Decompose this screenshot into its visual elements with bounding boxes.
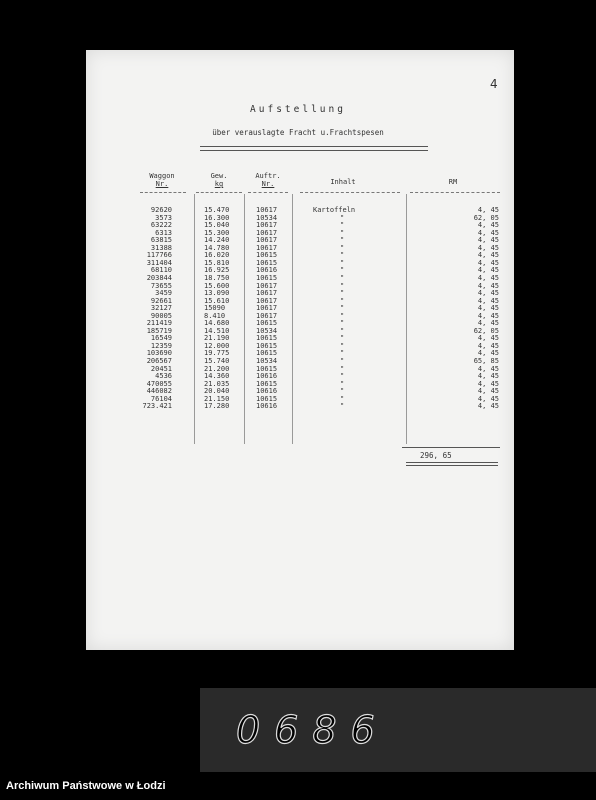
amount-rm: 4, 45 [477,289,499,298]
order-number: 10534 [256,357,278,365]
order-number: 10616 [256,266,278,275]
order-number: 10617 [256,281,278,290]
contents: " [340,243,345,252]
waggon-number: 3459 [155,289,172,298]
weight-kg: 15.040 [204,221,230,230]
table-row [0,305,596,312]
amount-rm: 4, 45 [477,394,499,403]
order-number: 10616 [256,402,278,411]
header-inhalt: Inhalt [330,178,356,186]
weight-kg: 14.680 [204,319,230,328]
amount-rm: 4, 45 [477,341,499,350]
total-double-underline [406,462,498,466]
contents: " [340,281,345,290]
contents: " [340,341,345,350]
table-row [0,343,596,350]
weight-kg: 8.410 [204,311,226,320]
order-number: 10615 [256,273,278,282]
table-row [0,275,596,282]
contents: " [340,394,345,403]
order-number: 10615 [256,349,278,358]
waggon-number: 92661 [150,296,172,305]
order-number: 10615 [256,251,278,260]
amount-rm: 4, 45 [477,258,499,267]
weight-kg: 13.090 [204,289,230,298]
order-number: 10617 [256,296,278,305]
weight-kg: 17.280 [204,402,230,411]
contents: " [340,387,345,396]
waggon-number: 73655 [150,281,172,290]
amount-rm: 4, 45 [477,273,499,282]
table-row [0,350,596,357]
waggon-number: 211419 [146,319,172,328]
amount-rm: 4, 45 [477,319,499,328]
amount-rm: 4, 45 [477,228,499,237]
weight-kg: 12.000 [204,341,230,350]
waggon-number: 117766 [146,251,172,260]
page-number: 4 [490,77,498,91]
order-number: 10616 [256,387,278,396]
table-row [0,230,596,237]
weight-kg: 16.020 [204,251,230,260]
weight-kg: 14.510 [204,326,230,335]
amount-rm: 4, 45 [477,364,499,373]
contents: " [340,251,345,260]
header-rm: RM [448,178,458,186]
weight-kg: 15.470 [204,206,230,214]
amount-rm: 4, 45 [477,281,499,290]
table-row [0,313,596,320]
contents: " [340,258,345,267]
table-row [0,403,596,410]
file-number: 0686 [236,708,389,752]
weight-kg: 14.360 [204,372,230,381]
table-row [0,328,596,335]
waggon-number: 31388 [150,243,172,252]
weight-kg: 19.775 [204,349,230,358]
contents: " [340,296,345,305]
table-row [0,366,596,373]
table-row [0,245,596,252]
contents: " [340,357,345,365]
contents: " [340,221,345,230]
amount-rm: 4, 45 [477,311,499,320]
order-number: 10617 [256,243,278,252]
header-gewicht: Gew. kg [210,172,228,188]
header-rule [410,192,500,193]
order-number: 10615 [256,341,278,350]
waggon-number: 63815 [150,236,172,245]
order-number: 10616 [256,372,278,381]
order-number: 10615 [256,319,278,328]
waggon-number: 76104 [150,394,172,403]
weight-kg: 15090 [204,304,226,313]
table-row [0,290,596,297]
amount-rm: 62, 05 [473,326,499,335]
contents: " [340,228,345,237]
order-number: 10617 [256,304,278,313]
table-row [0,207,596,214]
waggon-number: 90005 [150,311,172,320]
amount-rm: 4, 45 [477,349,499,358]
contents: " [340,289,345,298]
contents: " [340,311,345,320]
contents: " [340,304,345,313]
amount-rm: 4, 45 [477,296,499,305]
table-row [0,267,596,274]
weight-kg: 14.780 [204,243,230,252]
waggon-number: 206567 [146,357,172,365]
weight-kg: 15.600 [204,281,230,290]
table-row [0,283,596,290]
order-number: 10617 [256,289,278,298]
contents: " [340,213,345,222]
table-row [0,215,596,222]
table-row [0,320,596,327]
contents: Kartoffeln [313,206,356,214]
waggon-number: 92620 [150,206,172,214]
table-row [0,388,596,395]
waggon-number: 3573 [155,213,172,222]
contents: " [340,364,345,373]
waggon-number: 311404 [146,258,172,267]
waggon-number: 723.421 [142,402,172,411]
waggon-number: 20451 [150,364,172,373]
waggon-number: 185719 [146,326,172,335]
contents: " [340,273,345,282]
amount-rm: 4, 45 [477,402,499,411]
amount-rm: 4, 45 [477,206,499,214]
table-row [0,222,596,229]
weight-kg: 15.740 [204,357,230,365]
amount-rm: 65, 85 [473,357,499,365]
title-underline [200,146,428,151]
table-row [0,237,596,244]
contents: " [340,334,345,343]
order-number: 10617 [256,236,278,245]
contents: " [340,372,345,381]
contents: " [340,319,345,328]
amount-rm: 4, 45 [477,387,499,396]
weight-kg: 20.040 [204,387,230,396]
weight-kg: 21.035 [204,379,230,388]
weight-kg: 15.610 [204,296,230,305]
order-number: 10615 [256,394,278,403]
document-title: Aufstellung [250,104,346,115]
weight-kg: 14.240 [204,236,230,245]
document-subtitle: über verauslagte Fracht u.Frachtspesen [212,128,384,137]
amount-rm: 4, 45 [477,304,499,313]
order-number: 10615 [256,364,278,373]
amount-rm: 4, 45 [477,372,499,381]
weight-kg: 21.190 [204,334,230,343]
amount-rm: 4, 45 [477,379,499,388]
order-number: 10534 [256,326,278,335]
table-row [0,381,596,388]
table-row [0,358,596,365]
waggon-number: 203844 [146,273,172,282]
order-number: 10615 [256,334,278,343]
weight-kg: 18.750 [204,273,230,282]
table-row [0,252,596,259]
table-row [0,373,596,380]
table-row [0,260,596,267]
archive-label: Archiwum Państwowe w Łodzi [6,780,166,792]
amount-rm: 62, 05 [473,213,499,222]
table-row [0,335,596,342]
contents: " [340,402,345,411]
weight-kg: 16.300 [204,213,230,222]
header-rule [196,192,242,193]
amount-rm: 4, 45 [477,266,499,275]
order-number: 10617 [256,228,278,237]
weight-kg: 21.150 [204,394,230,403]
order-number: 10534 [256,213,278,222]
contents: " [340,326,345,335]
contents: " [340,349,345,358]
weight-kg: 16.925 [204,266,230,275]
waggon-number: 68110 [150,266,172,275]
amount-rm: 4, 45 [477,236,499,245]
order-number: 10617 [256,311,278,320]
waggon-number: 12359 [150,341,172,350]
total-amount: 296, 65 [420,451,452,460]
table-row [0,298,596,305]
waggon-number: 446082 [146,387,172,396]
amount-rm: 4, 45 [477,221,499,230]
waggon-number: 16549 [150,334,172,343]
order-number: 10617 [256,206,278,214]
table-row [0,396,596,403]
waggon-number: 4536 [155,372,172,381]
order-number: 10617 [256,221,278,230]
waggon-number: 470055 [146,379,172,388]
header-waggon: Waggon Nr. [149,172,175,188]
weight-kg: 15.810 [204,258,230,267]
order-number: 10615 [256,379,278,388]
contents: " [340,379,345,388]
header-auftrag: Auftr. Nr. [255,172,281,188]
amount-rm: 4, 45 [477,334,499,343]
amount-rm: 4, 45 [477,251,499,260]
header-rule [248,192,288,193]
total-rule [402,447,500,448]
weight-kg: 15.300 [204,228,230,237]
waggon-number: 63222 [150,221,172,230]
weight-kg: 21.200 [204,364,230,373]
header-rule [140,192,186,193]
contents: " [340,236,345,245]
waggon-number: 32127 [150,304,172,313]
contents: " [340,266,345,275]
waggon-number: 103690 [146,349,172,358]
order-number: 10615 [256,258,278,267]
header-rule [300,192,400,193]
amount-rm: 4, 45 [477,243,499,252]
waggon-number: 6313 [155,228,172,237]
